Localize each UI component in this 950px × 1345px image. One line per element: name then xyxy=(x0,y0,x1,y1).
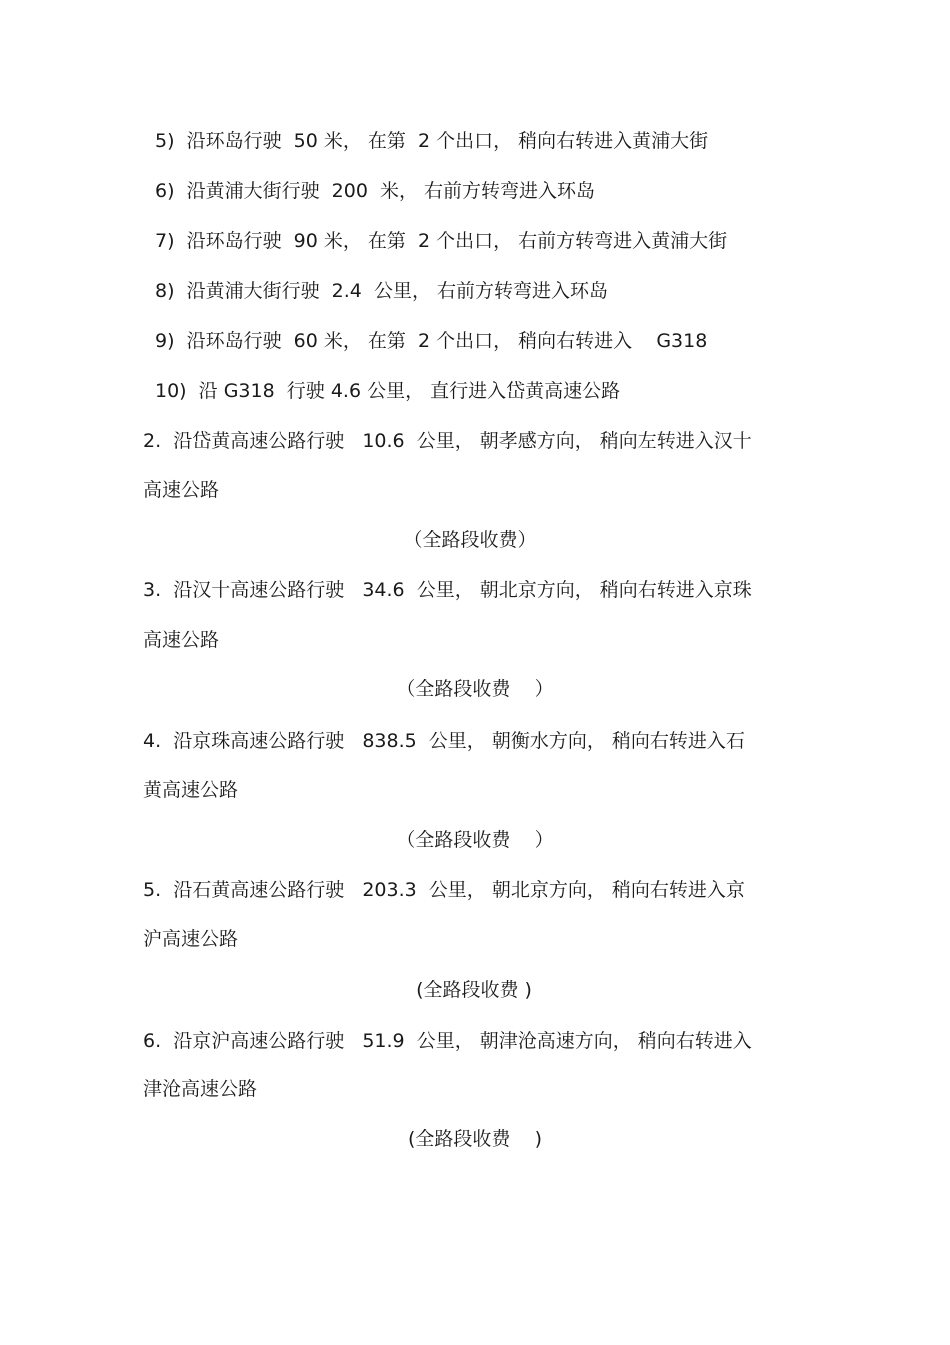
step-5-line-1: 5. 沿石黄高速公路行驶 203.3 公里， 朝北京方向， 稍向右转进入京 xyxy=(143,879,745,901)
sub-step-6: 6) 沿黄浦大街行驶 200 米， 右前方转弯进入环岛 xyxy=(155,180,596,202)
step-3-line-1: 3. 沿汉十高速公路行驶 34.6 公里， 朝北京方向， 稍向右转进入京珠 xyxy=(143,579,752,601)
step-2-line-1: 2. 沿岱黄高速公路行驶 10.6 公里， 朝孝感方向， 稍向左转进入汉十 xyxy=(143,430,752,452)
fee-note-text: (全路段收费 ) xyxy=(416,979,532,1001)
step-4-line-2: 黄高速公路 xyxy=(143,779,239,801)
step-2-fee-note xyxy=(0,527,950,553)
sub-step-5: 5) 沿环岛行驶 50 米， 在第 2 个出口， 稍向右转进入黄浦大街 xyxy=(155,130,709,152)
step-6-line-1: 6. 沿京沪高速公路行驶 51.9 公里， 朝津沧高速方向， 稍向右转进入 xyxy=(143,1030,752,1052)
step-6-fee-note xyxy=(0,1126,950,1152)
step-4-line-1: 4. 沿京珠高速公路行驶 838.5 公里， 朝衡水方向， 稍向右转进入石 xyxy=(143,730,745,752)
sub-step-9: 9) 沿环岛行驶 60 米， 在第 2 个出口， 稍向右转进入 G318 xyxy=(155,330,708,352)
step-4-fee-note xyxy=(0,827,950,853)
step-3-fee-note xyxy=(0,676,950,702)
step-5-line-2: 沪高速公路 xyxy=(143,928,239,950)
step-2-line-2: 高速公路 xyxy=(143,479,220,501)
fee-note-text: （全路段收费） xyxy=(403,529,537,551)
step-3-line-2: 高速公路 xyxy=(143,629,220,651)
sub-step-8: 8) 沿黄浦大街行驶 2.4 公里， 右前方转弯进入环岛 xyxy=(155,280,608,302)
fee-note-text: （全路段收费 ） xyxy=(396,678,554,700)
sub-step-7: 7) 沿环岛行驶 90 米， 在第 2 个出口， 右前方转弯进入黄浦大街 xyxy=(155,230,728,252)
step-5-fee-note xyxy=(0,977,950,1003)
step-6-line-2: 津沧高速公路 xyxy=(143,1078,258,1100)
fee-note-text: （全路段收费 ） xyxy=(396,829,554,851)
fee-note-text: (全路段收费 ) xyxy=(408,1128,542,1150)
sub-step-10: 10) 沿 G318 行驶 4.6 公里， 直行进入岱黄高速公路 xyxy=(155,380,621,402)
